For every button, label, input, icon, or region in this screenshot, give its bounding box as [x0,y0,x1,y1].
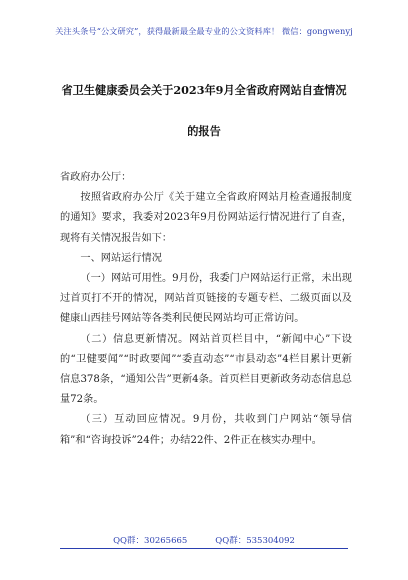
document-title-line-2: 的报告 [187,124,221,138]
item-3-paragraph: （三）互动回应情况。9月份，共收到门户网站“领导信箱”和“咨询投诉”24件；办结22件、2件正在核实办理中。 [60,414,352,446]
header-banner: 关注头条号“公文研究”，获得最新最全最专业的公文资料库！ 微信：gongwenyj [55,26,353,36]
section-1-heading: 一、网站运行情况 [80,252,162,264]
footer-qq-group-1: QQ群：30265665 [113,536,188,546]
document-title-line-1: 省卫生健康委员会关于2023年9月全省政府网站自查情况 [61,83,347,97]
footer-qq-group-2: QQ群：535304092 [215,536,295,546]
item-2-paragraph: （二）信息更新情况。网站首页栏目中，“新闻中心”下设的“卫健要闻”“时政要闻”“委直动态”“市县动态”4栏目累计更新信息378条，“通知公告”更新4条。首页栏目更新政务动态信息总量72条。 [60,333,352,406]
footer-divider [60,548,348,549]
footer [0,534,408,546]
salutation: 省政府办公厅： [60,172,132,183]
document-body [60,168,352,451]
item-1-paragraph: （一）网站可用性。9月份，我委门户网站运行正常，未出现过首页打不开的情况，网站首页链接的专题专栏、二级页面以及健康山西挂号网站等各类利民便民网站均可正常访问。 [60,273,352,325]
intro-paragraph: 按照省政府办公厅《关于建立全省政府网站月检查通报制度的通知》要求，我委对2023年9月份网站运行情况进行了自查，现将有关情况报告如下： [60,192,352,244]
